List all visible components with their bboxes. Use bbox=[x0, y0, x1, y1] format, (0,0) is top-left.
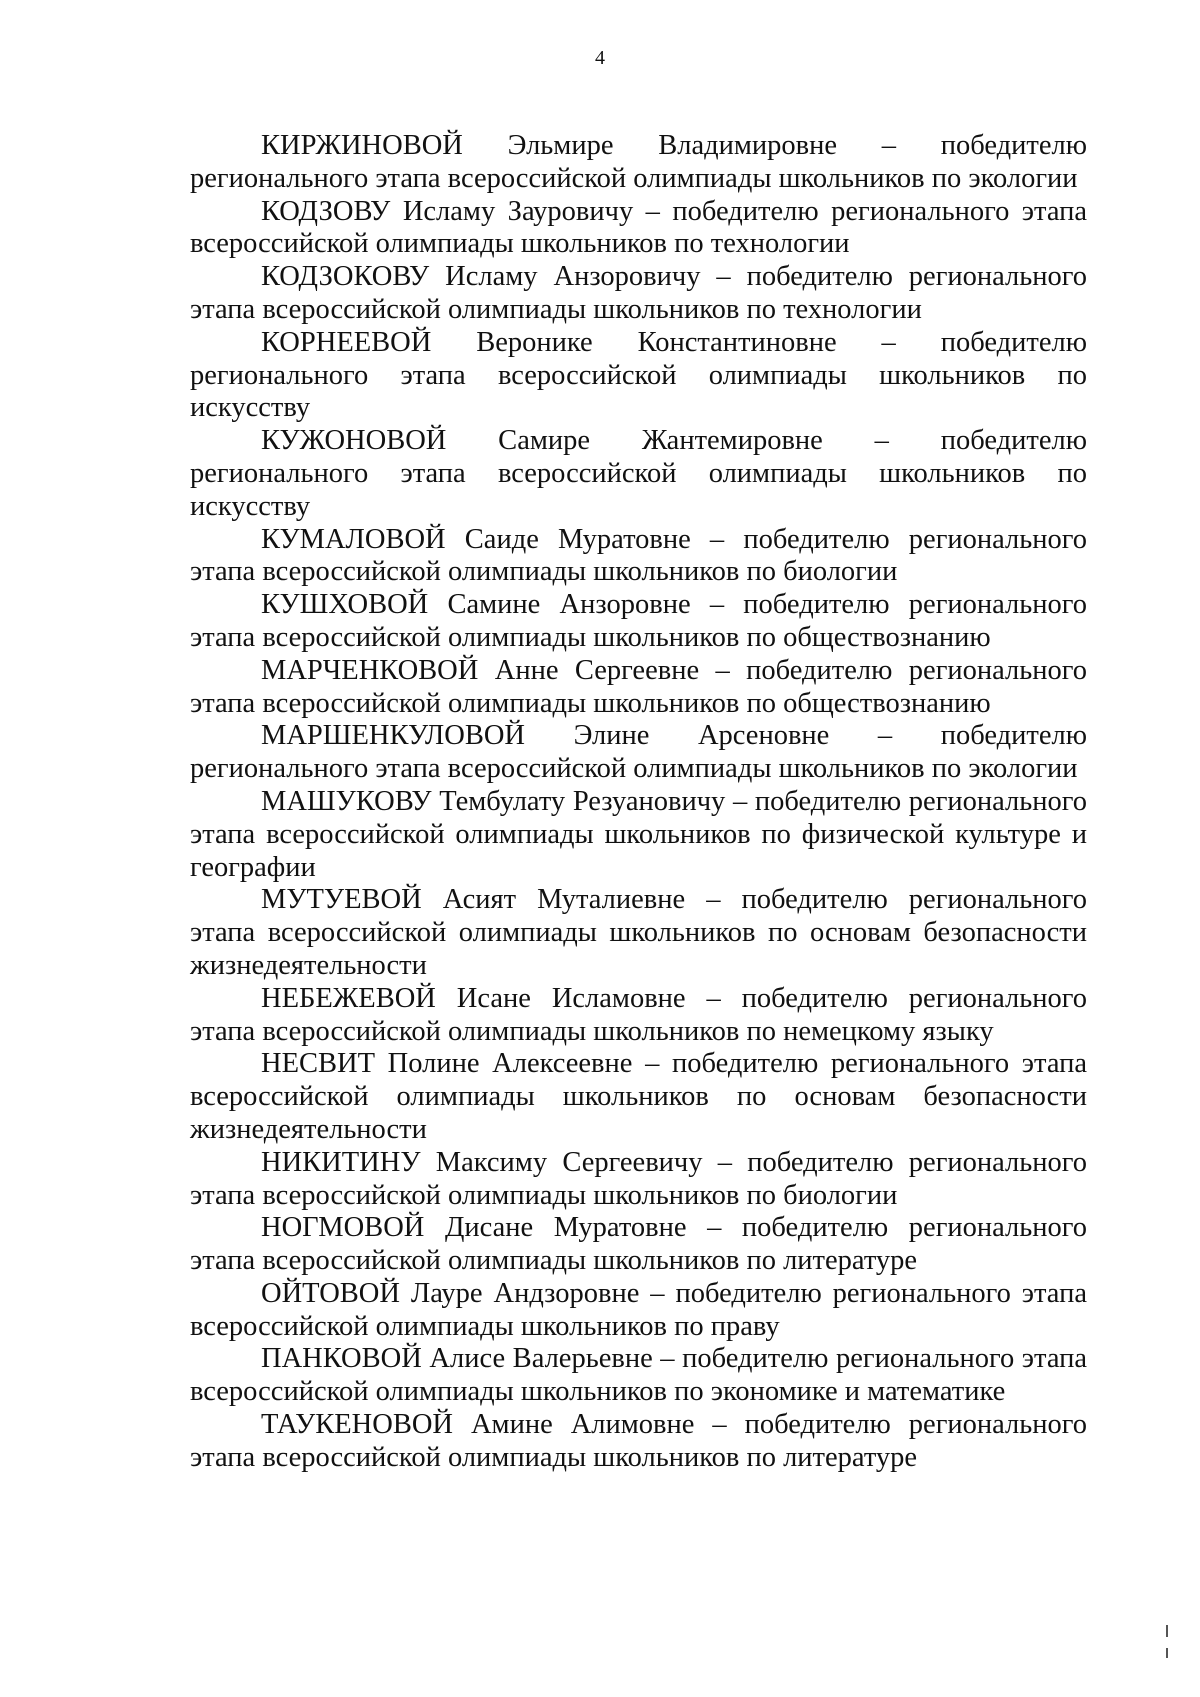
scan-mark bbox=[1166, 1648, 1168, 1658]
awardee-entry: МАРЧЕНКОВОЙ Анне Сергеевне – победителю регионального этапа всероссийской олимпиады школьников по обществознанию bbox=[190, 654, 1087, 719]
awardee-entry: МАРШЕНКУЛОВОЙ Элине Арсеновне – победителю регионального этапа всероссийской олимпиады школьников по экологии bbox=[190, 720, 1087, 785]
awardee-entry: НЕБЕЖЕВОЙ Исане Исламовне – победителю регионального этапа всероссийской олимпиады школьников по немецкому языку bbox=[190, 982, 1087, 1047]
awardee-entry: КИРЖИНОВОЙ Эльмире Владимировне – победителю регионального этапа всероссийской олимпиады школьников по экологии bbox=[190, 130, 1087, 194]
awardee-entry: НОГМОВОЙ Дисане Муратовне – победителю регионального этапа всероссийской олимпиады школьников по литературе bbox=[190, 1212, 1087, 1277]
awardee-entry: КОДЗОВУ Исламу Зауровичу – победителю регионального этапа всероссийской олимпиады школьников по технологии bbox=[190, 195, 1087, 260]
awardee-entry: КОДЗОКОВУ Исламу Анзоровичу – победителю регионального этапа всероссийской олимпиады школьников по технологии bbox=[190, 261, 1087, 325]
awardee-entry: МУТУЕВОЙ Асият Муталиевне – победителю регионального этапа всероссийской олимпиады школьников по основам безопасности жизнедеятельности bbox=[190, 884, 1087, 981]
scan-mark bbox=[1166, 1625, 1168, 1637]
awardee-entry: КУМАЛОВОЙ Саиде Муратовне – победителю регионального этапа всероссийской олимпиады школьников по биологии bbox=[190, 523, 1087, 588]
awardee-list bbox=[190, 130, 1087, 1475]
awardee-entry: ТАУКЕНОВОЙ Амине Алимовне – победителю регионального этапа всероссийской олимпиады школьников по литературе bbox=[190, 1409, 1087, 1473]
awardee-entry: КОРНЕЕВОЙ Веронике Константиновне – победителю регионального этапа всероссийской олимпиады школьников по искусству bbox=[190, 326, 1087, 424]
awardee-entry: ОЙТОВОЙ Лауре Андзоровне – победителю регионального этапа всероссийской олимпиады школьников по праву bbox=[190, 1277, 1087, 1342]
awardee-entry: МАШУКОВУ Тембулату Резуановичу – победителю регионального этапа всероссийской олимпиады школьников по физической культуре и географии bbox=[190, 785, 1087, 883]
awardee-entry: КУЖОНОВОЙ Самире Жантемировне – победителю регионального этапа всероссийской олимпиады школьников по искусству bbox=[190, 425, 1087, 522]
awardee-entry: КУШХОВОЙ Самине Анзоровне – победителю регионального этапа всероссийской олимпиады школьников по обществознанию bbox=[190, 589, 1087, 653]
awardee-entry: НЕСВИТ Полине Алексеевне – победителю регионального этапа всероссийской олимпиады школьников по основам безопасности жизнедеятельности bbox=[190, 1048, 1087, 1145]
awardee-entry: ПАНКОВОЙ Алисе Валерьевне – победителю регионального этапа всероссийской олимпиады школьников по экономике и математике bbox=[190, 1343, 1087, 1408]
awardee-entry: НИКИТИНУ Максиму Сергеевичу – победителю регионального этапа всероссийской олимпиады школьников по биологии bbox=[190, 1146, 1087, 1211]
page-number: 4 bbox=[595, 47, 605, 69]
